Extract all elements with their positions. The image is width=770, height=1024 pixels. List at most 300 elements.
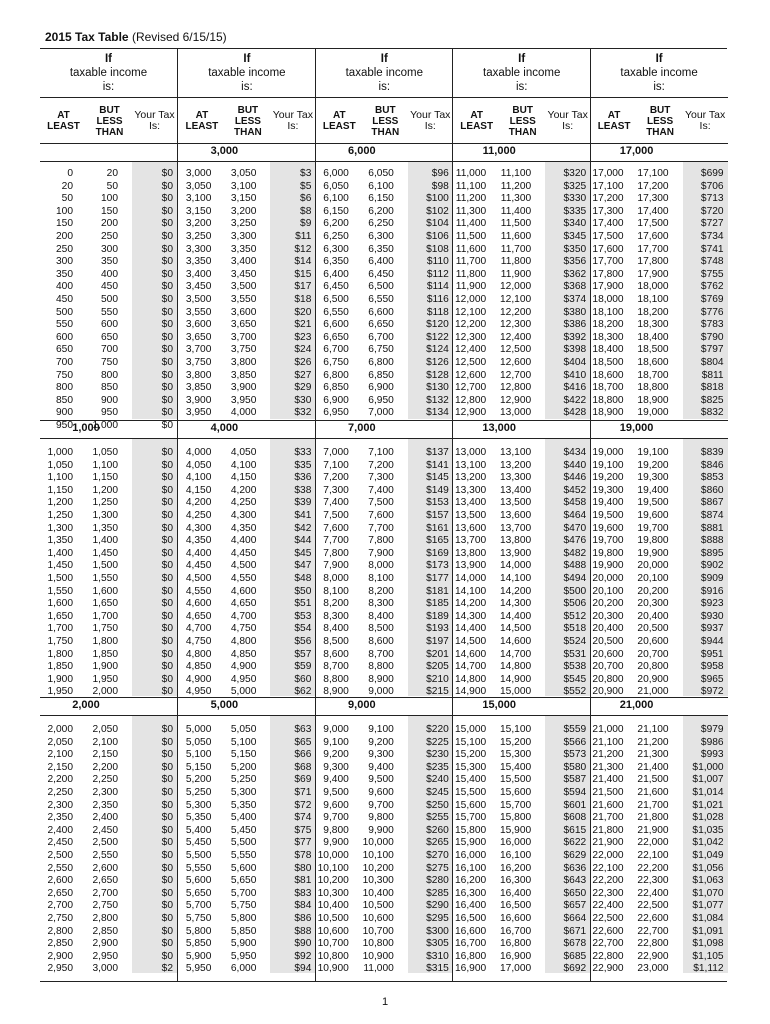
table-row: [591, 535, 728, 547]
at-least-value: 10,300: [317, 887, 349, 899]
tax-value: $545: [563, 673, 587, 685]
less-than-value: 8,800: [368, 661, 394, 673]
at-least-value: 6,050: [323, 180, 349, 192]
at-least-value: 8,500: [323, 636, 349, 647]
table-row: [453, 206, 590, 218]
less-than-value: 13,300: [500, 472, 532, 484]
band-label: 11,000: [482, 145, 516, 157]
less-than-value: 350: [101, 256, 118, 268]
less-than-value: 21,200: [637, 736, 669, 748]
tax-value: $930: [700, 610, 724, 622]
tax-table: [40, 48, 727, 982]
less-than-value: 5,900: [230, 938, 257, 950]
table-row: [40, 875, 177, 887]
table-row: [453, 611, 590, 623]
tax-value: $94: [294, 963, 312, 975]
less-than-value: 3,050: [230, 168, 257, 179]
less-than-value: 19,500: [637, 497, 669, 509]
table-row: [591, 623, 728, 635]
tax-value: $0: [161, 900, 173, 912]
tax-value: $215: [426, 686, 449, 698]
at-least-value: 13,700: [455, 535, 487, 547]
table-row: [178, 787, 315, 799]
tax-value: $145: [426, 472, 449, 484]
less-than-value: 22,900: [637, 950, 669, 962]
table-row: [178, 497, 315, 509]
at-least-value: 9,200: [323, 749, 349, 761]
table-row: [316, 837, 453, 849]
tax-value: $108: [426, 243, 449, 255]
less-than-value: 5,850: [230, 925, 257, 937]
at-least-value: 3,750: [185, 357, 212, 368]
less-than-value: 4,550: [230, 573, 257, 584]
less-than-value: 2,800: [92, 913, 118, 924]
at-least-value: 8,200: [323, 598, 349, 610]
less-than-value: 3,250: [230, 218, 257, 230]
at-least-value: 10,900: [317, 963, 349, 975]
table-row: [591, 269, 728, 281]
at-least-value: 10,700: [317, 938, 349, 950]
table-row: [591, 825, 728, 837]
tax-value: $0: [161, 749, 173, 761]
less-than-value: 5,400: [230, 812, 257, 824]
at-least-value: 1,550: [47, 585, 73, 597]
table-row: [316, 395, 453, 407]
at-least-value: 1,150: [47, 484, 73, 496]
less-than-value: 12,900: [500, 394, 532, 406]
header-if-line: taxable income: [208, 67, 286, 79]
less-than-value: 8,700: [368, 648, 394, 660]
less-than-value: 20,100: [637, 573, 669, 584]
less-than-value: 6,550: [368, 294, 394, 305]
tax-value: $629: [563, 850, 587, 861]
table-row: [316, 523, 453, 535]
table-row: [316, 407, 453, 419]
table-row: [40, 447, 177, 459]
table-row: [40, 850, 177, 862]
table-row: [316, 649, 453, 661]
at-least-value: 500: [56, 306, 73, 318]
less-than-value: 6,850: [368, 369, 394, 381]
less-than-value: 6,600: [368, 306, 394, 318]
tax-value: $416: [563, 382, 587, 394]
at-least-value: 950: [56, 420, 73, 431]
table-row: [316, 218, 453, 230]
less-than-value: 2,100: [92, 736, 118, 748]
at-least-value: 19,000: [592, 447, 624, 458]
less-than-value: 6,800: [368, 357, 394, 368]
column-subheader: [40, 97, 177, 144]
less-than-value: 1,950: [92, 673, 118, 685]
less-than-value: 2,350: [92, 799, 118, 811]
at-least-value: 700: [56, 357, 73, 368]
band-header: [178, 143, 315, 162]
tax-value: $197: [426, 636, 449, 647]
at-least-value: 19,100: [592, 459, 624, 471]
tax-value: $422: [563, 394, 587, 406]
table-row: [316, 206, 453, 218]
at-least-value: 15,700: [455, 812, 487, 824]
at-least-value: 3,100: [185, 193, 212, 205]
tax-value: $538: [563, 661, 587, 673]
table-row: [40, 611, 177, 623]
less-than-value: 4,700: [230, 610, 257, 622]
less-than-value: 21,300: [637, 749, 669, 761]
but-less-than-header: BUT LESS THAN: [234, 104, 262, 138]
tax-value: $895: [700, 547, 724, 559]
at-least-value: 8,100: [323, 585, 349, 597]
at-least-value: 22,400: [592, 900, 624, 912]
less-than-value: 2,200: [92, 761, 118, 773]
less-than-value: 20,600: [637, 636, 669, 647]
tax-value: $350: [563, 243, 587, 255]
at-least-value: 9,300: [323, 761, 349, 773]
less-than-value: 700: [101, 344, 118, 356]
tax-value: $124: [426, 344, 449, 356]
less-than-value: 5,700: [230, 887, 257, 899]
tax-value: $185: [426, 598, 449, 610]
tax-value: $275: [426, 862, 449, 874]
less-than-value: 16,100: [500, 850, 532, 861]
tax-value: $20: [294, 306, 312, 318]
table-row: [40, 598, 177, 610]
less-than-value: 4,000: [230, 407, 257, 419]
tax-value: $86: [294, 913, 312, 924]
table-row: [453, 674, 590, 686]
table-row: [591, 674, 728, 686]
at-least-value: 1,050: [47, 459, 73, 471]
tax-value: $839: [700, 447, 724, 458]
tax-value: $434: [563, 447, 587, 458]
tax-value: $92: [294, 950, 312, 962]
table-row: [453, 485, 590, 497]
tax-value: $368: [563, 281, 587, 293]
band-header: [453, 143, 590, 162]
tax-value: $62: [294, 686, 312, 698]
tax-value: $0: [161, 913, 173, 924]
tax-value: $50: [294, 585, 312, 597]
table-row: [178, 762, 315, 774]
at-least-value: 18,400: [592, 344, 624, 356]
at-least-value: 7,100: [323, 459, 349, 471]
less-than-value: 16,900: [500, 950, 532, 962]
at-least-value: 2,700: [47, 900, 73, 912]
less-than-value: 800: [101, 369, 118, 381]
table-row: [453, 357, 590, 369]
table-column: [452, 49, 590, 981]
less-than-value: 15,500: [500, 774, 532, 786]
at-least-value: 21,400: [592, 774, 624, 786]
at-least-value: 16,800: [455, 950, 487, 962]
header-if-line: taxable income: [483, 67, 561, 79]
table-row: [591, 774, 728, 786]
at-least-value: 21,600: [592, 799, 624, 811]
table-row: [453, 787, 590, 799]
table-row: [316, 460, 453, 472]
tax-value: $189: [426, 610, 449, 622]
at-least-value: 4,350: [185, 535, 212, 547]
header-if-line: is:: [653, 81, 665, 93]
less-than-value: 18,900: [637, 394, 669, 406]
at-least-value: 3,250: [185, 231, 212, 242]
table-row: [40, 951, 177, 963]
tax-value: $699: [700, 168, 724, 179]
at-least-value: 1,350: [47, 535, 73, 547]
less-than-value: 19,100: [637, 447, 669, 458]
tax-value: $0: [161, 268, 173, 280]
table-row: [40, 623, 177, 635]
band-label: 19,000: [619, 422, 654, 434]
less-than-value: 5,200: [230, 761, 257, 773]
less-than-value: 11,900: [500, 268, 532, 280]
at-least-value: 1,000: [47, 447, 73, 458]
table-row: [591, 812, 728, 824]
table-row: [40, 812, 177, 824]
tax-value: $356: [563, 256, 587, 268]
less-than-value: 3,450: [230, 268, 257, 280]
table-row: [40, 573, 177, 585]
at-least-value: 5,250: [185, 787, 212, 798]
at-least-value: 6,550: [323, 306, 349, 318]
less-than-value: 12,100: [500, 294, 532, 305]
table-row: [178, 875, 315, 887]
less-than-value: 250: [101, 231, 118, 242]
at-least-value: 4,650: [185, 610, 212, 622]
tax-value: $157: [426, 510, 449, 521]
at-least-value: 3,700: [185, 344, 212, 356]
at-least-value: 9,900: [323, 837, 349, 849]
less-than-value: 16,500: [500, 900, 532, 912]
less-than-value: 19,300: [637, 472, 669, 484]
at-least-value: 5,550: [185, 862, 212, 874]
table-row: [40, 548, 177, 560]
at-least-value: 9,500: [323, 787, 349, 798]
less-than-value: 20,900: [637, 673, 669, 685]
table-row: [453, 218, 590, 230]
tax-value: $0: [161, 394, 173, 406]
table-row: [40, 560, 177, 572]
at-least-value: 19,800: [592, 547, 624, 559]
at-least-value: 2,900: [47, 950, 73, 962]
band-label: 1,000: [72, 422, 100, 434]
at-least-value: 4,850: [185, 661, 212, 673]
table-row: [591, 548, 728, 560]
band-header: [40, 697, 177, 716]
header-if-line: is:: [378, 81, 391, 93]
less-than-value: 1,250: [92, 497, 118, 509]
at-least-value: 4,100: [185, 472, 212, 484]
less-than-value: 9,100: [368, 724, 394, 735]
at-least-value: 6,900: [323, 394, 349, 406]
at-least-value: 300: [56, 256, 73, 268]
less-than-value: 12,600: [500, 357, 532, 368]
at-least-value: 20,400: [592, 623, 624, 635]
tax-value: $45: [294, 547, 312, 559]
tax-value: $0: [161, 547, 173, 559]
table-row: [40, 193, 177, 205]
tax-value: $345: [563, 231, 587, 242]
at-least-value: 5,900: [185, 950, 212, 962]
less-than-value: 10,000: [362, 837, 394, 849]
tax-value: $818: [700, 382, 724, 394]
less-than-value: 16,600: [500, 913, 532, 924]
table-row: [178, 926, 315, 938]
less-than-value: 11,400: [500, 205, 532, 217]
at-least-value: 2,300: [47, 799, 73, 811]
table-row: [316, 344, 453, 356]
less-than-value: 22,800: [637, 938, 669, 950]
less-than-value: 17,700: [637, 243, 669, 255]
less-than-value: 15,900: [500, 824, 532, 836]
table-row: [40, 749, 177, 761]
but-less-than-header: BUT LESS THAN: [371, 104, 400, 138]
tax-value: $33: [294, 447, 312, 458]
at-least-value: 1,800: [47, 648, 73, 660]
but-less-than-header: BUT LESS THAN: [508, 104, 537, 138]
at-least-value: 20,600: [592, 648, 624, 660]
table-row: [453, 863, 590, 875]
tax-value: $650: [563, 887, 587, 899]
less-than-value: 18,100: [637, 294, 669, 305]
less-than-value: 8,600: [368, 636, 394, 647]
table-row: [316, 510, 453, 522]
table-row: [40, 395, 177, 407]
table-row: [316, 560, 453, 572]
tax-value: $340: [563, 218, 587, 230]
tax-value: $0: [161, 407, 173, 419]
at-least-value: 22,600: [592, 925, 624, 937]
tax-value: $0: [161, 231, 173, 242]
at-least-value: 11,500: [455, 231, 487, 242]
band-header: [316, 697, 453, 716]
table-row: [453, 269, 590, 281]
table-row: [40, 926, 177, 938]
column-header-if: [453, 52, 590, 94]
tax-value: $0: [161, 887, 173, 899]
table-row: [178, 586, 315, 598]
less-than-value: 1,100: [92, 459, 118, 471]
less-than-value: 1,150: [92, 472, 118, 484]
at-least-value: 12,400: [455, 344, 487, 356]
less-than-value: 9,600: [368, 787, 394, 798]
table-row: [453, 344, 590, 356]
at-least-value: 5,000: [185, 724, 212, 735]
table-row: [453, 825, 590, 837]
table-row: [178, 800, 315, 812]
at-least-value: 4,550: [185, 585, 212, 597]
table-row: [178, 281, 315, 293]
table-row: [178, 357, 315, 369]
at-least-value: 3,300: [185, 243, 212, 255]
tax-value: $790: [700, 331, 724, 343]
tax-value: $35: [294, 459, 312, 471]
tax-value: $1,021: [692, 799, 724, 811]
table-row: [591, 863, 728, 875]
at-least-value: 17,800: [592, 268, 624, 280]
at-least-value: 20,300: [592, 610, 624, 622]
less-than-value: 3,750: [230, 344, 257, 356]
tax-value: $235: [426, 761, 449, 773]
less-than-value: 11,600: [500, 231, 532, 242]
tax-value: $0: [161, 205, 173, 217]
table-row: [453, 548, 590, 560]
at-least-value: 2,500: [47, 850, 73, 861]
tax-value: $678: [563, 938, 587, 950]
less-than-value: 850: [101, 382, 118, 394]
tax-value: $386: [563, 319, 587, 331]
table-row: [316, 875, 453, 887]
less-than-value: 18,500: [637, 344, 669, 356]
band-label: 17,000: [619, 145, 654, 157]
tax-value: $860: [700, 484, 724, 496]
tax-value: $81: [294, 875, 312, 887]
tax-value: $325: [563, 180, 587, 192]
tax-value: $128: [426, 369, 449, 381]
table-row: [453, 497, 590, 509]
tax-value: $47: [294, 560, 312, 572]
less-than-value: 14,600: [500, 636, 532, 647]
less-than-value: 8,000: [368, 560, 394, 572]
at-least-value: 10,100: [317, 862, 349, 874]
tax-value: $0: [161, 472, 173, 484]
tax-value: $118: [426, 306, 449, 318]
at-least-value: 5,600: [185, 875, 212, 887]
table-row: [316, 598, 453, 610]
at-least-value: 3,500: [185, 294, 212, 305]
tax-value: $53: [294, 610, 312, 622]
less-than-value: 4,250: [230, 497, 257, 509]
table-row: [178, 963, 315, 975]
table-row: [40, 800, 177, 812]
table-row: [453, 649, 590, 661]
tax-value: $230: [426, 749, 449, 761]
at-least-value: 4,750: [185, 636, 212, 647]
less-than-value: 14,400: [500, 610, 532, 622]
at-least-value: 20: [61, 180, 73, 192]
at-least-value: 2,400: [47, 824, 73, 836]
less-than-value: 6,700: [368, 331, 394, 343]
table-row: [591, 963, 728, 975]
at-least-value: 5,950: [185, 963, 212, 975]
at-least-value: 16,200: [455, 875, 487, 887]
table-row: [40, 497, 177, 509]
table-row: [453, 598, 590, 610]
table-row: [591, 332, 728, 344]
at-least-value: 3,400: [185, 268, 212, 280]
table-row: [453, 281, 590, 293]
at-least-value: 1,200: [47, 497, 73, 509]
at-least-value: 6,200: [323, 218, 349, 230]
at-least-value: 4,450: [185, 560, 212, 572]
less-than-value: 1,800: [92, 636, 118, 647]
tax-value: $77: [294, 837, 312, 849]
tax-value: $0: [161, 459, 173, 471]
less-than-value: 3,550: [230, 294, 257, 305]
at-least-value: 12,700: [455, 382, 487, 394]
table-row: [316, 926, 453, 938]
table-row: [40, 888, 177, 900]
at-least-value: 5,650: [185, 887, 212, 899]
at-least-value: 1,300: [47, 522, 73, 534]
less-than-value: 10,400: [362, 887, 394, 899]
tax-value: $32: [294, 407, 312, 419]
tax-value: $0: [161, 736, 173, 748]
table-row: [178, 737, 315, 749]
less-than-value: 5,150: [230, 749, 257, 761]
tax-value: $0: [161, 774, 173, 786]
less-than-value: 8,400: [368, 610, 394, 622]
tax-value: $137: [426, 447, 449, 458]
